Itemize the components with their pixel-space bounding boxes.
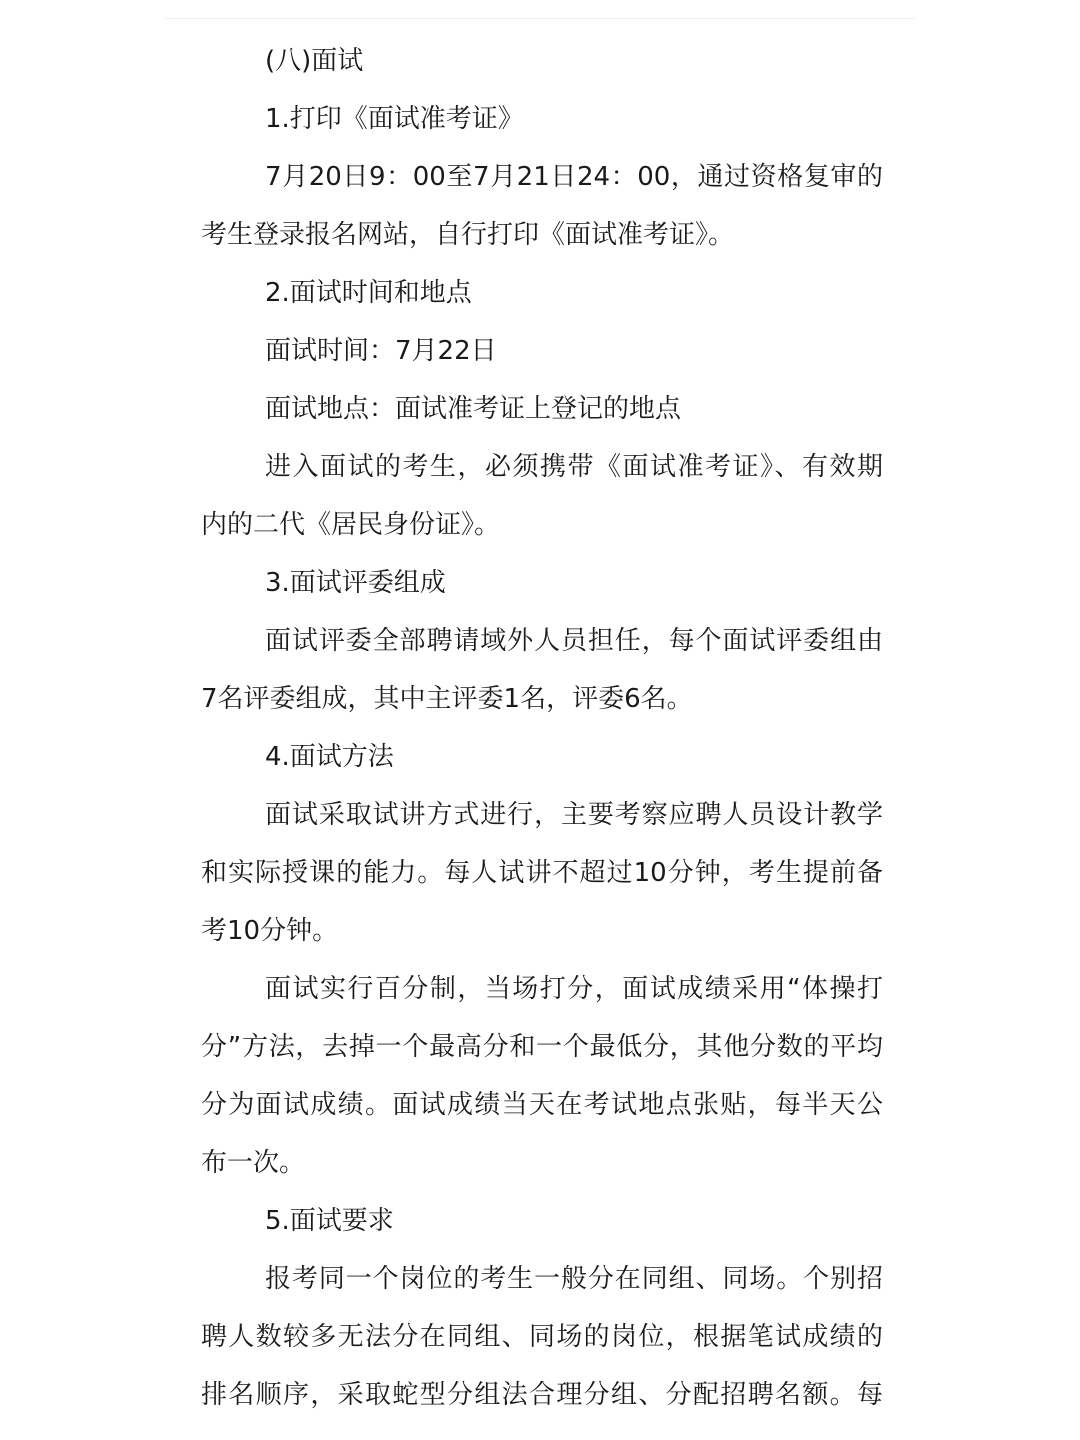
paragraph-line: 内的二代《居民身份证》。 [201, 510, 501, 540]
section-heading: (八)面试 [265, 46, 364, 76]
paragraph-line: 面试采取试讲方式进行，主要考察应聘人员设计教学 [265, 800, 883, 830]
paragraph-line: 7名评委组成，其中主评委1名，评委6名。 [201, 684, 693, 714]
paragraph-line: 进入面试的考生，必须携带《面试准考证》、有效期 [265, 452, 883, 482]
paragraph-line: 面试时间：7月22日 [265, 336, 497, 366]
document-body [201, 32, 883, 1424]
paragraph-line: 考10分钟。 [201, 916, 339, 946]
subheading-time-place: 2.面试时间和地点 [265, 278, 472, 308]
paragraph-line: 分为面试成绩。面试成绩当天在考试地点张贴，每半天公 [201, 1090, 883, 1120]
paragraph-line: 面试评委全部聘请域外人员担任，每个面试评委组由 [265, 626, 883, 656]
paragraph-line: 布一次。 [201, 1148, 306, 1178]
paragraph-line: 7月20日9：00至7月21日24：00，通过资格复审的 [265, 162, 883, 192]
paragraph-line: 面试实行百分制，当场打分，面试成绩采用“体操打 [265, 974, 883, 1004]
top-divider [165, 18, 915, 19]
subheading-requirements: 5.面试要求 [265, 1206, 394, 1236]
subheading-method: 4.面试方法 [265, 742, 394, 772]
subheading-judges: 3.面试评委组成 [265, 568, 446, 598]
paragraph-line: 排名顺序，采取蛇型分组法合理分组、分配招聘名额。每 [201, 1380, 883, 1410]
paragraph-line: 报考同一个岗位的考生一般分在同组、同场。个别招 [265, 1264, 883, 1294]
paragraph-line: 分”方法，去掉一个最高分和一个最低分，其他分数的平均 [201, 1032, 883, 1062]
paragraph-line: 聘人数较多无法分在同组、同场的岗位，根据笔试成绩的 [201, 1322, 883, 1352]
subheading-print-admission: 1.打印《面试准考证》 [265, 104, 524, 134]
paragraph-line: 面试地点：面试准考证上登记的地点 [265, 394, 682, 424]
paragraph-line: 和实际授课的能力。每人试讲不超过10分钟，考生提前备 [201, 858, 883, 888]
paragraph-line: 考生登录报名网站，自行打印《面试准考证》。 [201, 220, 735, 250]
